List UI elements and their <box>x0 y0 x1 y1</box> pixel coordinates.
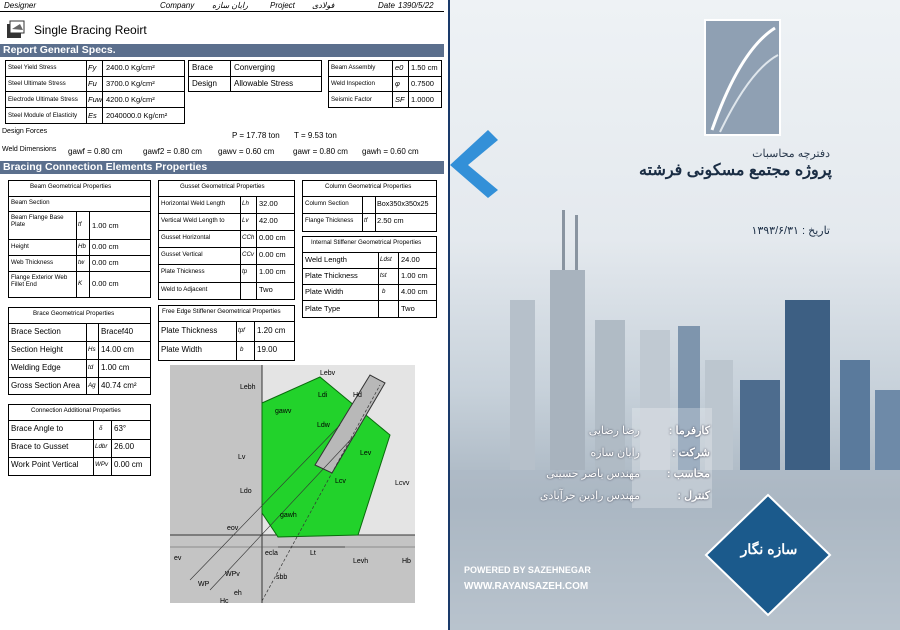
gusset-vweld-sym: Lv <box>242 217 249 224</box>
label-lebv: Lebv <box>320 370 336 377</box>
beam-flange-label: Beam Flange Base Plate <box>11 214 64 228</box>
label-eov: eov <box>227 525 239 532</box>
beam-flange-sym: tf <box>78 221 82 228</box>
column-section-val: Box350x350x25 <box>377 199 429 208</box>
stiff-thick-val: 1.00 cm <box>401 271 428 280</box>
label-ldo: Ldo <box>240 488 252 495</box>
free-width-sym: b <box>240 346 244 353</box>
weld-dim-3: gawr = 0.80 cm <box>293 147 348 156</box>
seismic-factor-val: 1.0000 <box>411 95 434 104</box>
beam-height-val: 0.00 cm <box>92 242 119 251</box>
design-force-t: T = 9.53 ton <box>294 131 337 140</box>
section-height-val: 14.00 cm <box>101 345 134 354</box>
wp-vertical-label: Work Point Vertical <box>11 460 79 469</box>
sazehnegar-logo: سازه نگار <box>740 541 798 557</box>
gusset-vweld-label: Vertical Weld Length to <box>161 217 225 224</box>
brace-gusset-label: Brace to Gusset <box>11 442 69 451</box>
beam-fillet-sym: K <box>78 280 83 287</box>
weld-dims-label: Weld Dimensions <box>2 146 57 153</box>
company-value: رایان سازه <box>212 1 249 10</box>
label-gawh: gawh <box>280 512 297 519</box>
brace-value: Converging <box>234 63 275 72</box>
client-value: رضا رضایی <box>588 425 640 437</box>
beam-web-val: 0.00 cm <box>92 258 119 267</box>
material-sym-1: Fu <box>88 79 97 88</box>
free-thick-label: Plate Thickness <box>161 326 218 335</box>
gusset-thick-label: Plate Thickness <box>161 268 205 275</box>
gusset-vert-val: 0.00 cm <box>259 250 286 259</box>
gusset-hweld-label: Horizontal Weld Length <box>161 200 226 207</box>
material-val-3: 2040000.0 Kg/cm² <box>106 111 168 120</box>
weld-dim-0: gawf = 0.80 cm <box>68 147 123 156</box>
powered-by: POWERED BY SAZEHNEGAR <box>464 565 591 575</box>
free-thick-val: 1.20 cm <box>257 326 286 335</box>
design-force-p: P = 17.78 ton <box>232 131 280 140</box>
cover-subtitle: دفترچه محاسبات <box>752 148 830 160</box>
gusset-vert-label: Gusset Vertical <box>161 251 203 258</box>
beam-height-label: Height <box>11 243 29 250</box>
label-eh: eh <box>234 590 242 597</box>
gross-area-label: Gross Section Area <box>11 381 80 390</box>
beam-assembly-label: Beam Assembly <box>331 64 376 71</box>
label-hd: Hd <box>353 392 362 399</box>
report-title: Single Bracing Reoirt <box>34 23 147 37</box>
material-label-3: Steel Module of Elasticity <box>8 112 78 119</box>
gusset-vweld-val: 42.00 <box>259 216 278 225</box>
project-value: فولادی <box>312 1 335 10</box>
weld-dim-2: gawv = 0.60 cm <box>218 147 275 156</box>
stiff-thick-label: Plate Thickness <box>305 271 358 280</box>
weld-inspection-sym: φ <box>395 79 400 88</box>
weld-dim-4: gawh = 0.60 cm <box>362 147 419 156</box>
design-forces-label: Design Forces <box>2 128 48 135</box>
free-width-label: Plate Width <box>161 345 202 354</box>
gusset-hweld-sym: Lh <box>242 200 249 207</box>
welding-edge-label: Welding Edge <box>11 363 61 372</box>
material-sym-3: Es <box>88 111 97 120</box>
material-sym-2: Fuw <box>88 95 103 104</box>
column-flange-label: Flange Thickness <box>305 217 354 224</box>
stiff-int-title: Internal Stiffener Geometrical Properties <box>311 239 422 246</box>
website-link[interactable]: WWW.RAYANSAZEH.COM <box>464 581 589 592</box>
brace-gusset-val: 26.00 <box>114 442 135 451</box>
label-lv: Lv <box>238 454 246 461</box>
column-flange-sym: tf <box>364 217 368 224</box>
seismic-factor-sym: SF <box>395 95 405 104</box>
stiff-weld-label: Weld Length <box>305 255 347 264</box>
label-gawv: gawv <box>275 408 292 415</box>
free-thick-sym: tpf <box>238 327 245 334</box>
label-hb: Hb <box>402 558 411 565</box>
seismic-factor-label: Seismic Factor <box>331 96 372 103</box>
welding-edge-val: 1.00 cm <box>101 363 130 372</box>
brace-section-label: Brace Section <box>11 327 61 336</box>
weld-inspection-val: 0.7500 <box>411 79 434 88</box>
brace-geo-title: Brace Geometrical Properties <box>33 310 115 317</box>
material-label-2: Electrode Ultimate Stress <box>8 96 78 103</box>
label-levh: Levh <box>353 558 369 565</box>
label-ev: ev <box>174 555 182 562</box>
beam-fillet-val: 0.00 cm <box>92 279 119 288</box>
label-wpv: WPv <box>225 571 240 578</box>
project-label: Project <box>270 1 295 10</box>
column-geo-title: Column Geometrical Properties <box>325 183 412 190</box>
beam-geo-title: Beam Geometrical Properties <box>30 183 112 190</box>
brace-angle-val: 63° <box>114 424 127 433</box>
designer-label: Designer <box>4 1 37 10</box>
brace-section-val: Bracef40 <box>101 327 134 336</box>
label-lt: Lt <box>310 550 316 557</box>
gusset-horiz-label: Gusset Horizontal <box>161 234 211 241</box>
design-value: Allowable Stress <box>234 79 294 88</box>
company-label: Company <box>160 1 195 10</box>
label-lebh: Lebh <box>240 384 256 391</box>
cover-page <box>450 0 900 630</box>
gross-area-val: 40.74 cm² <box>101 381 137 390</box>
gusset-adj-label: Weld to Adjacent <box>161 286 208 293</box>
gusset-thick-sym: tp <box>242 268 248 275</box>
brace-angle-sym: δ <box>99 425 103 432</box>
free-stiff-title: Free Edge Stiffener Geometrical Properties <box>162 308 281 315</box>
beam-web-label: Web Thickness <box>11 259 54 266</box>
column-section-label: Column Section <box>305 200 349 207</box>
beam-web-sym: tw <box>78 259 85 266</box>
beam-fillet-label: Flange Exterior Web Fillet End <box>11 274 68 288</box>
material-val-2: 4200.0 Kg/cm² <box>106 95 155 104</box>
weld-inspection-label: Weld Inspection <box>331 80 375 87</box>
label-ldi: Ldi <box>318 392 328 399</box>
gross-area-sym: Ag <box>88 382 96 389</box>
weld-dim-1: gawf2 = 0.80 cm <box>143 147 202 156</box>
gusset-geo-title: Gusset Geometrical Properties <box>180 183 265 190</box>
beam-flange-val: 1.00 cm <box>92 221 119 230</box>
welding-edge-sym: td <box>88 364 94 371</box>
stiff-width-val: 4.00 cm <box>401 287 428 296</box>
section-elements-header: Bracing Connection Elements Properties <box>0 161 444 174</box>
design-label: Design <box>192 79 217 88</box>
label-lcv: Lcv <box>335 478 346 485</box>
stiff-weld-sym: Ldst <box>380 256 392 263</box>
gusset-vert-sym: CCv <box>242 251 255 258</box>
stiff-width-label: Plate Width <box>305 287 344 296</box>
calculator-label: محاسب : <box>666 468 710 480</box>
material-val-0: 2400.0 Kg/cm² <box>106 63 155 72</box>
section-height-sym: Hs <box>88 346 96 353</box>
gusset-thick-val: 1.00 cm <box>259 267 286 276</box>
gusset-horiz-sym: CCh <box>242 234 255 241</box>
stiff-width-sym: b <box>382 288 386 295</box>
gusset-adj-val: Two <box>259 285 273 294</box>
section-height-label: Section Height <box>11 345 64 354</box>
gusset-horiz-val: 0.00 cm <box>259 233 286 242</box>
column-flange-val: 2.50 cm <box>377 216 404 225</box>
report-logo-icon <box>6 20 28 40</box>
stiff-weld-val: 24.00 <box>401 255 420 264</box>
control-label: کنترل : <box>677 490 710 502</box>
date-value: 1390/5/22 <box>398 1 434 10</box>
material-label-0: Steel Yield Stress <box>8 64 57 71</box>
label-lcvv: Lcvv <box>395 480 410 487</box>
cover-title: پروژه مجتمع مسکونی فرشته <box>639 162 832 179</box>
material-val-1: 3700.0 Kg/cm² <box>106 79 155 88</box>
cover-date: تاریخ : ۱۳۹۳/۶/۳۱ <box>751 225 830 237</box>
label-lev: Lev <box>360 450 372 457</box>
label-wp: WP <box>198 581 210 588</box>
calculator-value: مهندس یاصر حسینی <box>546 468 640 480</box>
control-value: مهندس رادین حرآبادی <box>539 490 640 502</box>
gusset-hweld-val: 32.00 <box>259 199 278 208</box>
company-cover-value: رایان سازه <box>590 447 640 459</box>
stiff-type-val: Two <box>401 304 415 313</box>
beam-height-sym: Hb <box>78 243 86 250</box>
section-general-header: Report General Specs. <box>0 44 444 57</box>
label-hc: Hc <box>220 598 229 603</box>
beam-assembly-sym: e0 <box>395 63 404 72</box>
client-label: کارفرما : <box>668 425 710 437</box>
label-ecla: ecla <box>265 550 278 557</box>
stiff-thick-sym: tst <box>380 272 387 279</box>
wp-vertical-val: 0.00 cm <box>114 460 143 469</box>
brace-angle-label: Brace Angle to <box>11 424 64 433</box>
report-page <box>0 0 448 630</box>
brace-gusset-sym: Ldbr <box>95 443 108 450</box>
free-width-val: 19.00 <box>257 345 278 354</box>
wp-vertical-sym: WPv <box>95 461 109 468</box>
connection-drawing <box>170 365 415 603</box>
material-label-1: Steel Ultimate Stress <box>8 80 66 87</box>
label-ldw: Ldw <box>317 422 330 429</box>
label-sbb: sbb <box>276 574 288 581</box>
brace-label: Brace <box>192 63 213 72</box>
beam-section-label: Beam Section <box>11 199 50 206</box>
beam-assembly-val: 1.50 cm <box>411 63 438 72</box>
date-label: Date <box>378 1 395 10</box>
material-sym-0: Fy <box>88 63 97 72</box>
city-skyline <box>450 0 900 630</box>
conn-add-title: Connection Additional Properties <box>31 407 121 414</box>
stiff-type-label: Plate Type <box>305 304 341 313</box>
company-cover-label: شرکت : <box>671 447 710 459</box>
